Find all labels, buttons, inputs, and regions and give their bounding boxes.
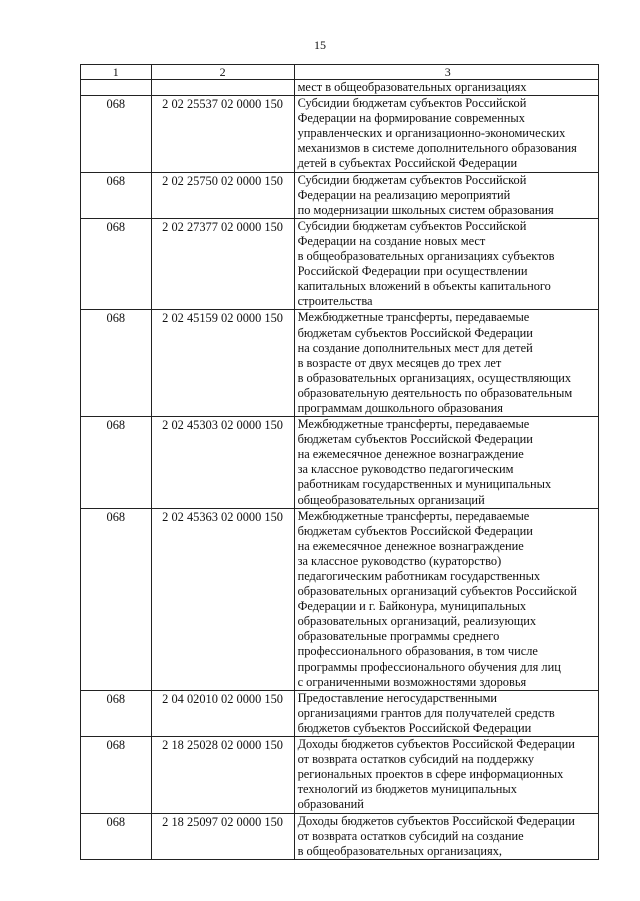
admin-code: 068	[106, 418, 126, 433]
description-line: Межбюджетные трансферты, передаваемые	[297, 310, 530, 325]
description-line: профессионального образования, в том числе	[297, 644, 538, 659]
description-line: в образовательных организациях, осуществляющих	[297, 370, 572, 385]
description-line: Федерации на создание новых мест	[297, 233, 486, 248]
budget-classification-code: 2 04 02010 02 0000 150	[162, 691, 283, 706]
budget-code-cell	[151, 737, 294, 813]
description-line: Межбюджетные трансферты, передаваемые	[297, 417, 530, 432]
column-header-3: 3	[294, 65, 598, 80]
budget-code-cell	[151, 96, 294, 172]
admin-code-cell	[81, 508, 152, 690]
description-line: Межбюджетные трансферты, передаваемые	[297, 508, 530, 523]
budget-code-cell	[151, 508, 294, 690]
description-line: в общеобразовательных организациях,	[297, 843, 503, 858]
description-line: программы профессионального обучения для лиц	[297, 659, 561, 674]
admin-code: 068	[106, 691, 126, 706]
description-line: работникам государственных и муниципальных	[297, 477, 552, 492]
description-line: на ежемесячное денежное вознаграждение	[297, 447, 524, 462]
table-row	[81, 690, 599, 736]
description-line: программам дошкольного образования	[297, 400, 503, 415]
admin-code-cell	[81, 310, 152, 417]
description-line: мест в общеобразовательных организациях	[297, 80, 527, 94]
budget-classification-code: 2 02 27377 02 0000 150	[162, 219, 283, 234]
admin-code: 068	[106, 173, 126, 188]
description-cell	[294, 310, 598, 417]
description-line: образований	[297, 797, 364, 812]
table-row	[81, 310, 599, 417]
column-header-1: 1	[81, 65, 152, 80]
budget-code-cell	[151, 80, 294, 96]
admin-code: 068	[106, 814, 126, 829]
description-line: за классное руководство (кураторство)	[297, 553, 502, 568]
description-line: образовательные программы среднего	[297, 629, 500, 644]
description-line: детей в субъектах Российской Федерации	[297, 156, 518, 171]
description-line: Доходы бюджетов субъектов Российской Федерации	[297, 737, 575, 752]
admin-code: 068	[106, 738, 126, 753]
description-line: образовательных организаций субъектов Российской	[297, 584, 577, 599]
budget-classification-code: 2 02 45159 02 0000 150	[162, 311, 283, 326]
header-row	[81, 65, 599, 80]
description-line: Доходы бюджетов субъектов Российской Федерации	[297, 813, 575, 828]
admin-code-cell	[81, 218, 152, 310]
description-cell	[294, 172, 598, 218]
description-line: Субсидии бюджетам субъектов Российской	[297, 172, 527, 187]
budget-classification-code: 2 18 25028 02 0000 150	[162, 738, 283, 753]
description-cell	[294, 96, 598, 172]
description-line: строительства	[297, 294, 373, 309]
admin-code-cell	[81, 80, 152, 96]
description-line: Федерации на формирование современных	[297, 111, 525, 126]
budget-classification-code: 2 18 25097 02 0000 150	[162, 814, 283, 829]
description-line: на ежемесячное денежное вознаграждение	[297, 538, 524, 553]
description-line: Предоставление негосударственными	[297, 690, 498, 705]
admin-code: 068	[106, 97, 126, 112]
admin-code-cell	[81, 417, 152, 509]
table-row	[81, 813, 599, 859]
description-line: Федерации и г. Байконура, муниципальных	[297, 599, 527, 614]
description-line: за классное руководство педагогическим	[297, 462, 514, 477]
budget-revenue-table	[80, 64, 599, 860]
description-line: региональных проектов в сфере информационных	[297, 767, 564, 782]
description-cell	[294, 417, 598, 509]
budget-code-cell	[151, 310, 294, 417]
description-line: механизмов в системе дополнительного образования	[297, 141, 577, 156]
description-cell	[294, 508, 598, 690]
description-line: бюджетов субъектов Российской Федерации	[297, 720, 532, 735]
budget-classification-code: 2 02 25750 02 0000 150	[162, 173, 283, 188]
description-line: с ограниченными возможностями здоровья	[297, 674, 527, 689]
budget-code-cell	[151, 218, 294, 310]
admin-code-cell	[81, 737, 152, 813]
budget-code-cell	[151, 690, 294, 736]
description-cell	[294, 218, 598, 310]
description-cell	[294, 690, 598, 736]
budget-code-cell	[151, 813, 294, 859]
description-line: бюджетам субъектов Российской Федерации	[297, 325, 533, 340]
description-cell	[294, 80, 598, 96]
description-cell	[294, 737, 598, 813]
description-cell	[294, 813, 598, 859]
description-line: управленческих и организационно-экономических	[297, 126, 566, 141]
description-line: в общеобразовательных организациях субъектов	[297, 249, 555, 264]
admin-code-cell	[81, 690, 152, 736]
description-line: организациями грантов для получателей средств	[297, 705, 555, 720]
table-row	[81, 218, 599, 310]
table-body	[81, 80, 599, 860]
admin-code-cell	[81, 172, 152, 218]
description-line: Субсидии бюджетам субъектов Российской	[297, 218, 527, 233]
description-line: общеобразовательных организаций	[297, 492, 485, 507]
description-line: от возврата остатков субсидий на создание	[297, 828, 524, 843]
admin-code: 068	[106, 311, 126, 326]
table-row	[81, 172, 599, 218]
admin-code: 068	[106, 509, 126, 524]
description-line: педагогическим работникам государственных	[297, 569, 541, 583]
description-line: Российской Федерации при осуществлении	[297, 264, 528, 279]
table-row	[81, 737, 599, 813]
budget-classification-code: 2 02 45363 02 0000 150	[162, 509, 283, 524]
budget-code-cell	[151, 172, 294, 218]
admin-code-cell	[81, 813, 152, 859]
column-header-2: 2	[151, 65, 294, 80]
description-line: в возрасте от двух месяцев до трех лет	[297, 355, 502, 370]
description-line: образовательную деятельность по образовательным	[297, 385, 573, 400]
admin-code: 068	[106, 219, 126, 234]
description-line: Федерации на реализацию мероприятий	[297, 187, 511, 202]
budget-classification-code: 2 02 25537 02 0000 150	[162, 97, 283, 112]
admin-code-cell	[81, 96, 152, 172]
description-line: от возврата остатков субсидий на поддержку	[297, 752, 535, 767]
description-line: Субсидии бюджетам субъектов Российской	[297, 96, 527, 111]
description-line: на создание дополнительных мест для детей	[297, 340, 533, 355]
page-number: 15	[314, 38, 326, 52]
table-row	[81, 96, 599, 172]
description-line: бюджетам субъектов Российской Федерации	[297, 523, 533, 538]
description-line: образовательных организаций, реализующих	[297, 614, 537, 629]
description-line: по модернизации школьных систем образования	[297, 202, 554, 217]
table-row	[81, 417, 599, 509]
description-line: капитальных вложений в объекты капитального	[297, 279, 551, 294]
description-line: бюджетам субъектов Российской Федерации	[297, 432, 533, 447]
continuation-row	[81, 80, 599, 96]
budget-code-cell	[151, 417, 294, 509]
budget-classification-code: 2 02 45303 02 0000 150	[162, 418, 283, 433]
table-row	[81, 508, 599, 690]
description-line: технологий из бюджетов муниципальных	[297, 782, 517, 797]
